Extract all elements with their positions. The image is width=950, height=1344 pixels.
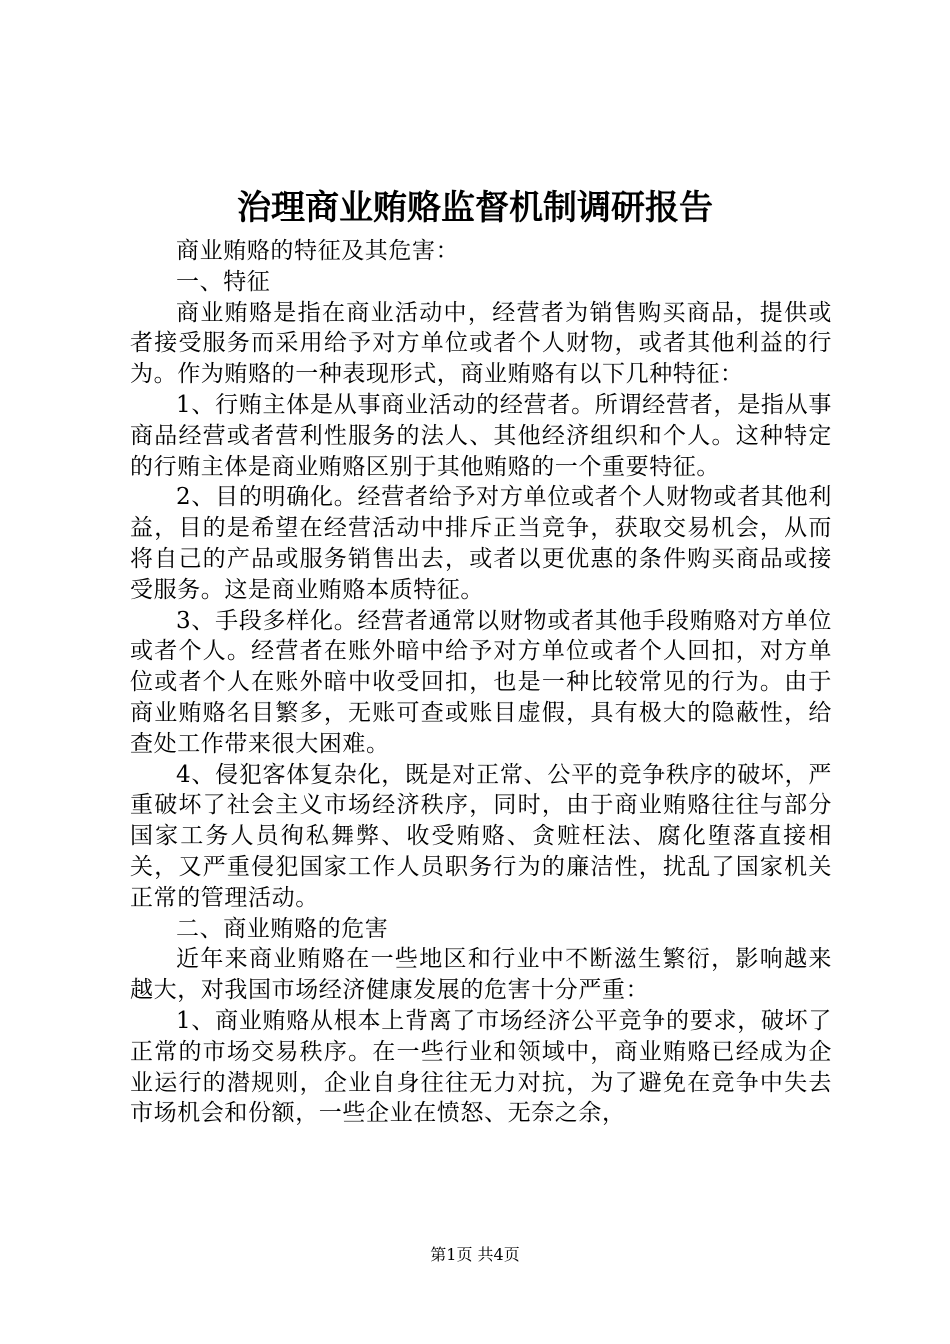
page-footer: 第1页 共4页 xyxy=(430,1245,520,1264)
paragraph: 商业贿赂是指在商业活动中，经营者为销售购买商品，提供或者接受服务而采用给予对方单位或者个人财物，或者其他利益的行为。作为贿赂的一种表现形式，商业贿赂有以下几种特征： xyxy=(130,299,832,388)
paragraph: 4、侵犯客体复杂化，既是对正常、公平的竞争秩序的破坏，严重破坏了社会主义市场经济秩序，同时，由于商业贿赂往往与部分国家工务人员徇私舞弊、收受贿赂、贪赃枉法、腐化堕落直接相关，又严重侵犯国家工作人员职务行为的廉洁性，扰乱了国家机关正常的管理活动。 xyxy=(130,761,832,911)
document-body xyxy=(130,236,832,1129)
paragraph: 1、商业贿赂从根本上背离了市场经济公平竞争的要求，破坏了正常的市场交易秩序。在一些行业和领域中，商业贿赂已经成为企业运行的潜规则，企业自身往往无力对抗，为了避免在竞争中失去市场机会和份额，一些企业在愤怒、无奈之余， xyxy=(130,1007,832,1127)
document-title: 治理商业贿赂监督机制调研报告 xyxy=(237,188,713,228)
paragraph: 2、目的明确化。经营者给予对方单位或者个人财物或者其他利益，目的是希望在经营活动中排斥正当竞争，获取交易机会，从而将自己的产品或服务销售出去，或者以更优惠的条件购买商品或接受服务。这是商业贿赂本质特征。 xyxy=(130,484,832,603)
section-heading: 二、商业贿赂的危害 xyxy=(176,915,389,942)
section-heading: 一、特征 xyxy=(176,268,271,295)
paragraph: 1、行贿主体是从事商业活动的经营者。所谓经营者，是指从事商品经营或者营利性服务的法人、其他经济组织和个人。这种特定的行贿主体是商业贿赂区别于其他贿赂的一个重要特征。 xyxy=(130,391,832,480)
paragraph: 近年来商业贿赂在一些地区和行业中不断滋生繁衍，影响越来越大，对我国市场经济健康发展的危害十分严重： xyxy=(130,946,832,1004)
paragraph: 商业贿赂的特征及其危害： xyxy=(176,238,460,264)
paragraph: 3、手段多样化。经营者通常以财物或者其他手段贿赂对方单位或者个人。经营者在账外暗中给予对方单位或者个人回扣，对方单位或者个人在账外暗中收受回扣，也是一种比较常见的行为。由于商业贿赂名目繁多，无账可查或账目虚假，具有极大的隐蔽性，给查处工作带来很大困难。 xyxy=(130,607,832,757)
